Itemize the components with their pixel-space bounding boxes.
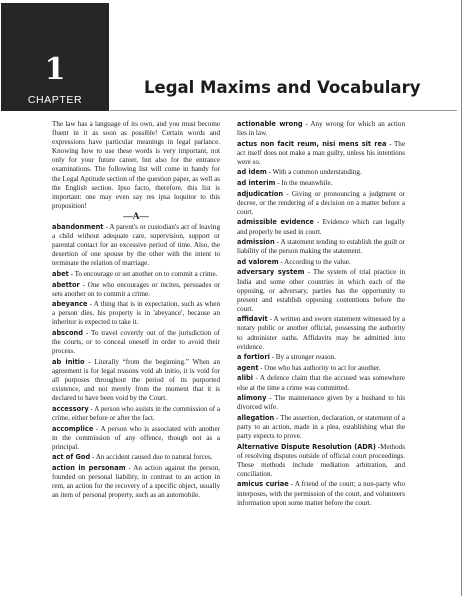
glossary-entry — [52, 453, 220, 462]
glossary-entry — [237, 480, 405, 507]
chapter-title: Legal Maxims and Vocabulary — [144, 78, 421, 97]
entry-term: amicus curiae — [237, 480, 289, 489]
entry-term: Alternative Dispute Resolution (ADR) — [237, 442, 376, 451]
entry-definition: - A thing that is in expectation, such as when a person dies, his property is in 'abeyance', because an inheritor is expected to take it. — [52, 300, 220, 327]
entry-term: admissible evidence — [237, 218, 314, 227]
glossary-entry — [237, 238, 405, 256]
entry-definition: - To encourage or set another on to commit a crime. — [68, 270, 218, 278]
entry-definition: - A person who is associated with another in the commission of any offence, though not as a principal. — [52, 424, 220, 451]
glossary-entry — [52, 405, 220, 423]
entry-definition: - A statement tending to establish the guilt or liability of the person making the statement. — [237, 238, 405, 256]
entry-term: admission — [237, 238, 275, 247]
glossary-entry — [52, 329, 220, 356]
entry-term: accessory — [52, 404, 89, 413]
entry-definition: -Methods of resolving disputes outside of official court proceedings. These methods include mediation arbitration, and conciliation. — [237, 442, 405, 478]
entry-definition: - By a stronger reason. — [269, 353, 337, 362]
entry-definition: - The act itself does not make a man guilty, unless his intentions were so. — [237, 139, 405, 166]
entry-term: ad valorem — [237, 257, 279, 266]
glossary-entry — [237, 374, 405, 392]
header-rule — [110, 110, 457, 111]
entry-term: action in personam — [52, 463, 126, 472]
entry-term: a fortiori — [237, 353, 270, 362]
page-edge — [461, 0, 462, 596]
entry-term: actionable wrong — [237, 120, 303, 128]
glossary-entry — [237, 394, 405, 412]
glossary-entry — [52, 281, 220, 299]
entry-definition: - A written and sworn statement witnessed by a notary public or another official, possessing the authority to administer oaths. Affidavits may be admitted into evidence. — [237, 315, 405, 351]
entry-definition: - In the meanwhile. — [275, 179, 333, 188]
entry-term: actus non facit reum, nisi mens sit rea — [237, 139, 387, 148]
section-heading: —A— — [123, 211, 149, 222]
glossary-entry — [237, 268, 405, 313]
entry-term: adjudication — [237, 189, 284, 198]
glossary-entry — [237, 315, 405, 351]
entry-definition: - To travel covertly out of the jurisdiction of the courts, or to conceal oneself in order to avoid their process. — [52, 329, 220, 356]
entry-term: abeyance — [52, 300, 88, 309]
entry-term: abet — [52, 270, 69, 278]
entry-term: accomplice — [52, 424, 94, 433]
glossary-entry — [237, 443, 405, 479]
glossary-entry — [52, 425, 220, 452]
glossary-entry — [237, 364, 405, 373]
glossary-entry — [237, 258, 405, 267]
entry-term: alibi — [237, 374, 253, 383]
glossary-entry — [52, 300, 220, 327]
chapter-badge — [1, 3, 109, 111]
entry-definition: - An action against the person, founded on personal liability, in contrast to an action in rem, an action for the recovery of a specific object, usually an item of personal property, such as an automobile. — [52, 463, 220, 500]
entry-definition: - An accident caused due to natural forces. — [90, 453, 213, 462]
entry-term: abscond — [52, 329, 83, 338]
chapter-label: CHAPTER — [27, 94, 83, 106]
glossary-entry — [237, 168, 405, 177]
entry-term: ad interim — [237, 179, 276, 188]
glossary-entry — [52, 358, 220, 403]
entry-definition: - According to the value. — [278, 257, 351, 266]
entry-definition: - Evidence which can legally and properly be used in court. — [237, 218, 405, 236]
right-column — [237, 120, 405, 509]
glossary-entry — [237, 179, 405, 188]
entry-definition: - The system of trial practice in India and some other countries in which each of the opposing, or adversary, parties has the opportunity to present and establish opposing contentions before the court. — [237, 268, 405, 313]
entry-term: adversary system — [237, 268, 305, 277]
entry-term: allegation — [237, 413, 275, 422]
entry-term: affidavit — [237, 315, 268, 324]
entry-definition: - Literally “from the beginning.” When an agreement is for legal reasons void ab initio, it is void for all purposes throughout the period of its purported existence, and not merely from the moment that it is declared to have been void by the Court. — [52, 357, 220, 403]
glossary-entry — [52, 223, 220, 268]
chapter-number: 1 — [44, 52, 66, 87]
entry-definition: - The maintenance given by a husband to his divorced wife. — [237, 394, 405, 412]
glossary-entry — [237, 414, 405, 441]
entry-term: abandonment — [52, 223, 104, 232]
left-column — [52, 120, 220, 502]
entry-definition: - A friend of the court; a non-party who interposes, with the permission of the court, and volunteers information upon some matter before the court. — [237, 480, 405, 507]
entry-definition: - A person who assists in the commission of a crime, either before or after the fact. — [52, 404, 220, 422]
glossary-entry — [52, 464, 220, 500]
glossary-entry — [237, 190, 405, 217]
entry-term: ad idem — [237, 168, 267, 177]
entry-term: abettor — [52, 280, 80, 289]
entry-term: agent — [237, 363, 259, 372]
glossary-entry — [237, 120, 405, 138]
entry-definition: - Giving or pronouncing a judgment or decree, or the rendering of a decision on a matter before a court. — [237, 189, 405, 216]
intro-paragraph: The law has a language of its own, and you must become fluent in it as soon as possible! Certain words and expressions have particular meanings in legal parlance. Knowing how to use these words is very important, not only for your future career, but also for the entrance examinations. The following list will come in handy for the Legal Aptitude section of the question paper, as well as the English section. Ipso facto, therefore, this list is important: one may even say res ipsa loquitor to this proposition! — [52, 120, 220, 210]
glossary-entry — [237, 218, 405, 236]
entry-term: alimony — [237, 394, 267, 403]
entry-term: ab initio — [52, 357, 85, 366]
entry-definition: - One who encourages or incites, persuades or sets another on to commit a crime. — [52, 280, 220, 298]
glossary-entry — [237, 140, 405, 167]
entry-definition: - The assertion, declaration, or statement of a party to an action, made in a plea, establishing what the party expects to prove. — [237, 413, 405, 440]
glossary-entry — [52, 270, 220, 279]
entry-definition: - With a common understanding. — [266, 168, 362, 177]
entry-definition: - A parent's or custodian's act of leaving a child without adequate care, supervision, support or parental contact for an excessive period of time. Also, the desertion of one spouse by the other with the intent to terminate the relation of marriage. — [52, 223, 220, 268]
right-entry-list — [237, 120, 405, 508]
glossary-entry — [237, 353, 405, 362]
entry-definition: - Any wrong for which an action lies in law. — [237, 120, 405, 138]
left-entry-list — [52, 223, 220, 500]
entry-definition: - One who has authority to act for another. — [258, 363, 381, 372]
entry-term: act of God — [52, 453, 91, 462]
entry-definition: - A defence claim that the accused was somewhere else at the time a crime was committed. — [237, 374, 405, 392]
